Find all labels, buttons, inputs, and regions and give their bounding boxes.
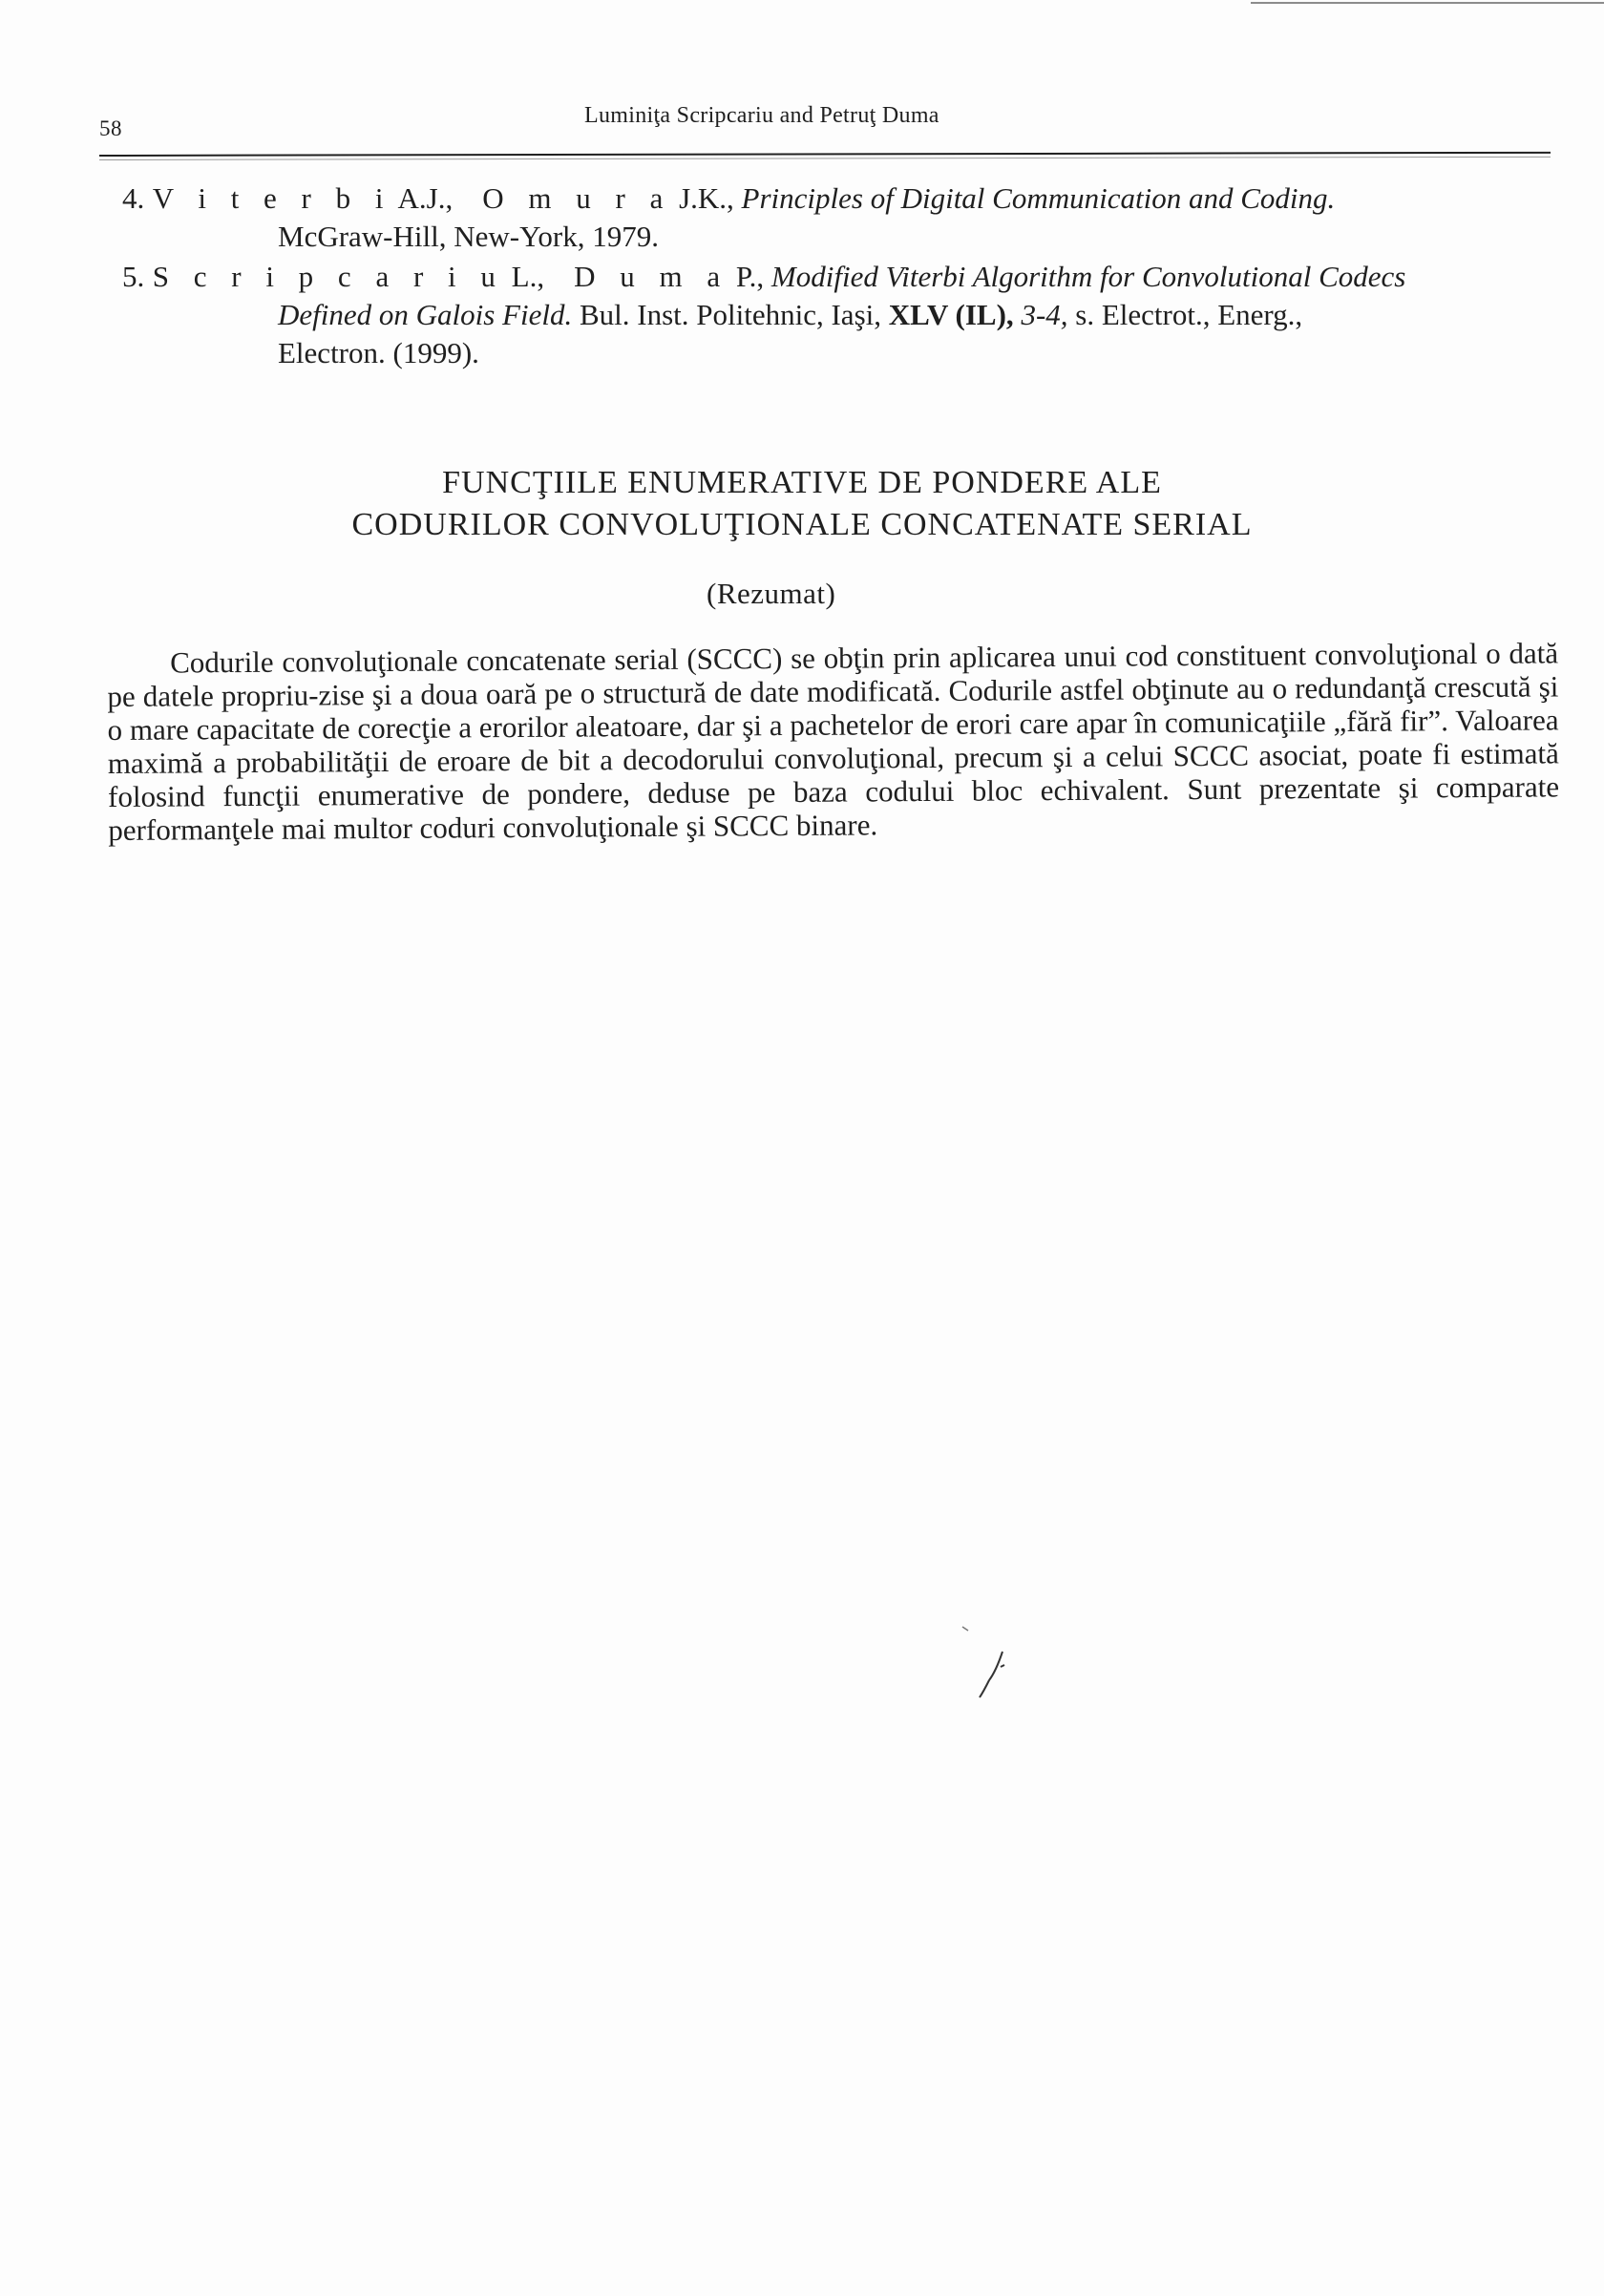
abstract-body [107, 636, 1559, 847]
reference-initials: P., [735, 260, 765, 293]
reference-year-line: Electron. (1999). [278, 336, 479, 369]
reference-author: V i t e r b i [152, 181, 392, 215]
reference-item [122, 179, 1554, 256]
pen-mark [955, 1623, 1012, 1699]
reference-initials: A.J., [397, 181, 454, 215]
reference-list [122, 179, 1554, 374]
reference-title-cont: Defined on Galois Field. [278, 298, 573, 331]
reference-item [122, 258, 1554, 372]
reference-author: S c r i p c a r i u [152, 260, 504, 293]
scan-edge-line [1251, 2, 1604, 4]
reference-publisher: McGraw-Hill, New-York, 1979. [278, 220, 659, 253]
header-rule-thin [99, 157, 1551, 160]
abstract-title-line-2: CODURILOR CONVOLUŢIONALE CONCATENATE SERIAL [351, 507, 1253, 542]
abstract-title-line-1: FUNCŢIILE ENUMERATIVE DE PONDERE ALE [442, 465, 1162, 500]
reference-title: Modified Viterbi Algorithm for Convolutional Codecs [770, 260, 1406, 293]
reference-volume: XLV (IL), [888, 298, 1014, 331]
reference-initials: L., [511, 260, 545, 293]
reference-title: Principles of Digital Communication and Coding. [741, 181, 1336, 215]
reference-author: D u m a [574, 260, 729, 293]
reference-number: 4. [122, 181, 145, 215]
abstract-subtitle: (Rezumat) [707, 577, 836, 610]
abstract-title [286, 462, 1318, 546]
running-head [99, 103, 1551, 141]
page-number: 58 [99, 116, 122, 140]
header-rule [99, 152, 1551, 157]
reference-initials: J.K., [679, 181, 734, 215]
reference-source-line [122, 296, 1554, 334]
running-title: Luminiţa Scripcariu and Petruţ Duma [584, 103, 939, 128]
reference-number: 5. [122, 260, 145, 293]
reference-series: s. Electrot., Energ., [1075, 298, 1303, 331]
reference-journal: Bul. Inst. Politehnic, Iaşi, [579, 298, 881, 331]
reference-author: O m u r a [482, 181, 672, 215]
reference-issue: 3-4, [1021, 298, 1068, 331]
abstract-paragraph: Codurile convoluţionale concatenate serial (SCCC) se obţin prin aplicarea unui cod constituent convoluţional o dată pe datele propriu-zise şi a doua oară pe o structură de date modificată. Codurile astfel obţinute au o redundanţă crescută şi o mare capacitate de corecţie a erorilor aleatoare, dar şi a pachetelor de erori care apar în comunicaţiile „fără fir”. Valoarea maximă a probabilităţii de eroare de bit a decodorului convoluţional, precum şi a celui SCCC asociat, poate fi estimată folosind funcţii enumerative de pondere, deduse pe baza codului bloc echivalent. Sunt prezentate şi comparate performanţele mai multor coduri convoluţionale şi SCCC binare. [107, 636, 1560, 847]
